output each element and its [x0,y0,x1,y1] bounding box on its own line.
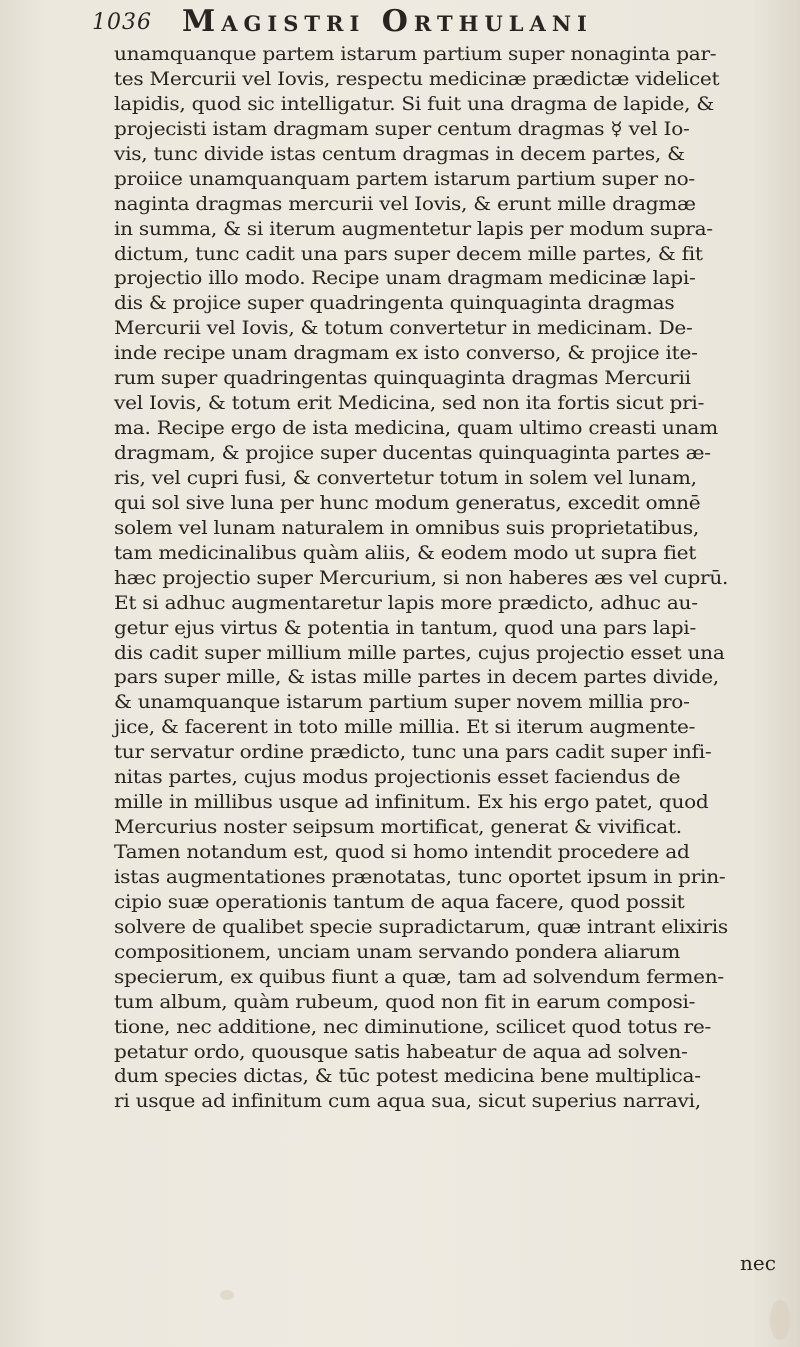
text-line: Mercurius noster seipsum mortificat, generat & vivificat. [114,817,682,839]
text-line: tam medicinalibus quàm aliis, & eodem modo ut supra fiet [114,542,697,564]
text-line: dum species dictas, & tūc potest medicina bene multiplica- [114,1066,701,1088]
ink-stain [220,1290,234,1300]
catchword: nec [740,1251,776,1275]
text-line: Mercurii vel Iovis, & totum convertetur in medicinam. De- [114,318,693,340]
text-line: lapidis, quod sic intelligatur. Si fuit una dragma de lapide, & [114,93,714,115]
text-line: in summa, & si iterum augmentetur lapis per modum supra- [114,218,713,240]
text-line: & unamquanque istarum partium super novem millia pro- [114,692,690,714]
text-line: tur servatur ordine prædicto, tunc una pars cadit super infi- [114,742,712,764]
text-line: vel Iovis, & totum erit Medicina, sed non ita fortis sicut pri- [114,393,705,415]
text-line: jice, & facerent in toto mille millia. Et si iterum augmente- [114,717,696,739]
text-line: getur ejus virtus & potentia in tantum, quod una pars lapi- [114,617,696,639]
text-line: vis, tunc divide istas centum dragmas in decem partes, & [114,143,685,165]
body-text [114,43,794,1115]
text-line: pars super mille, & istas mille partes in decem partes divide, [114,667,719,689]
text-line: unamquanque partem istarum partium super nonaginta par- [114,44,717,65]
text-line: Et si adhuc augmentaretur lapis more prædicto, adhuc au- [114,592,698,614]
text-line: mille in millibus usque ad infinitum. Ex his ergo patet, quod [114,792,709,814]
text-line: istas augmentationes prænotatas, tunc oportet ipsum in prin- [114,866,726,888]
text-line: naginta dragmas mercurii vel Iovis, & erunt mille dragmæ [114,193,696,215]
text-line: ma. Recipe ergo de ista medicina, quam ultimo creasti unam [114,418,718,440]
text-line: projecisti istam dragmam super centum dragmas ☿ vel Io- [114,118,690,140]
text-line: inde recipe unam dragmam ex isto converso, & projice ite- [114,343,698,365]
text-line: dis & projice super quadringenta quinquaginta dragmas [114,293,675,315]
text-line: compositionem, unciam unam servando pondera aliarum [114,941,681,963]
text-line: dictum, tunc cadit una pars super decem mille partes, & fit [114,243,703,265]
page-header [92,4,782,38]
text-line: nitas partes, cujus modus projectionis esset faciendus de [114,767,681,789]
text-line: hæc projectio super Mercurium, si non haberes æs vel cuprū. [114,567,729,589]
page-number: 1036 [92,10,152,35]
text-line: qui sol sive luna per hunc modum generatus, excedit omnē [114,492,701,514]
ink-stain [770,1300,790,1340]
text-line: solem vel lunam naturalem in omnibus suis proprietatibus, [114,517,700,539]
text-line: petatur ordo, quousque satis habeatur de aqua ad solven- [114,1041,688,1063]
text-line: Tamen notandum est, quod si homo intendit procedere ad [114,842,690,863]
text-line: rum super quadringentas quinquaginta dragmas Mercurii [114,368,691,390]
running-head: Magistri Orthulani [182,4,593,39]
text-line: dragmam, & projice super ducentas quinquaginta partes æ- [114,443,711,464]
text-line: tum album, quàm rubeum, quod non fit in earum composi- [114,991,696,1013]
text-line: tes Mercurii vel Iovis, respectu medicinæ prædictæ videlicet [114,68,720,90]
text-line: solvere de qualibet specie supradictarum, quæ intrant elixiris [114,916,728,938]
text-line: specierum, ex quibus fiunt a quæ, tam ad solvendum fermen- [114,966,724,988]
text-line: proiice unamquanquam partem istarum partium super no- [114,168,695,190]
text-line: ri usque ad infinitum cum aqua sua, sicut superius narravi, [114,1091,701,1113]
text-line: tione, nec additione, nec diminutione, scilicet quod totus re- [114,1016,712,1038]
text-line: ris, vel cupri fusi, & convertetur totum in solem vel lunam, [114,467,697,489]
text-line: projectio illo modo. Recipe unam dragmam medicinæ lapi- [114,268,696,290]
text-line: cipio suæ operationis tantum de aqua facere, quod possit [114,891,685,913]
text-line: dis cadit super millium mille partes, cujus projectio esset una [114,642,725,664]
